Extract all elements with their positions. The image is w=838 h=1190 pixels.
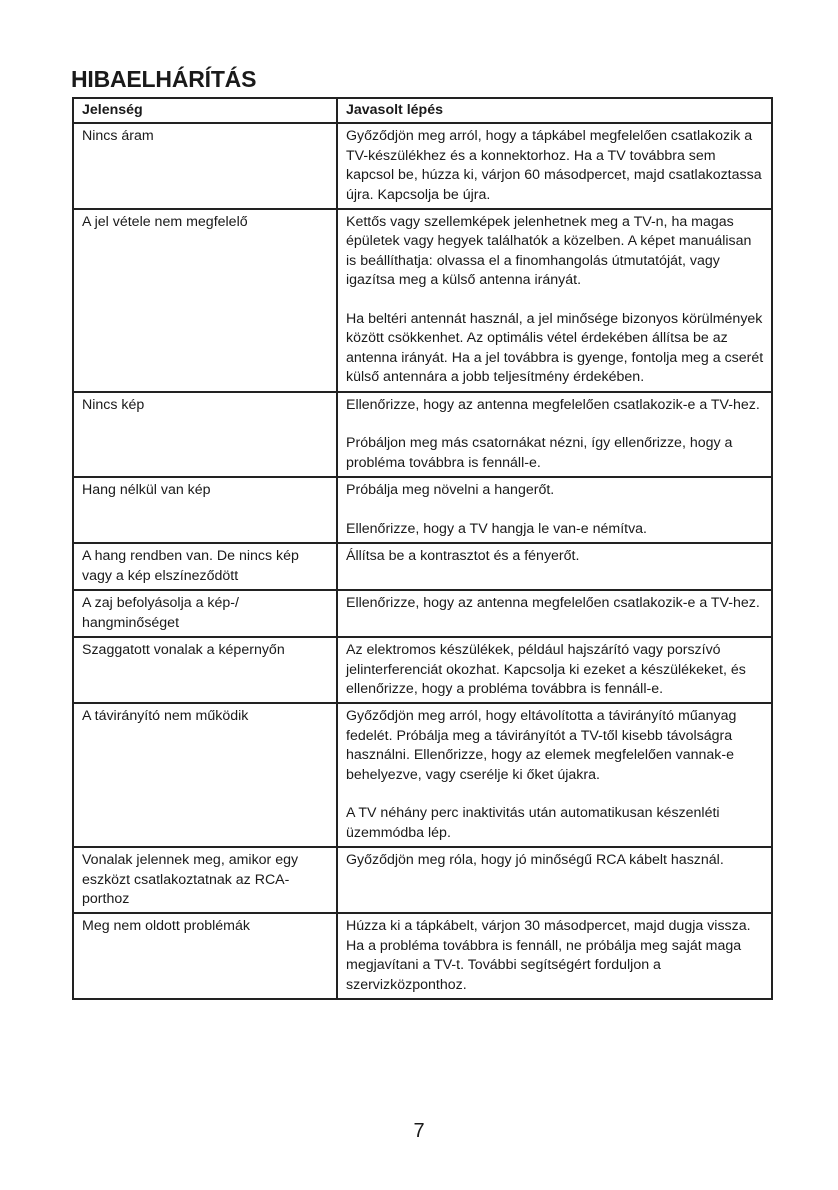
table-row xyxy=(73,913,772,999)
symptom-cell: A zaj befolyásolja a kép-/ hangminőséget xyxy=(73,590,337,637)
page-number: 7 xyxy=(413,1120,425,1142)
solution-paragraph: Próbáljon meg más csatornákat nézni, így ellenőrizze, hogy a probléma továbbra is fennáll-e. xyxy=(346,435,733,471)
table-row xyxy=(73,703,772,847)
symptom-cell: A jel vétele nem megfelelő xyxy=(73,209,337,392)
table-row xyxy=(73,123,772,209)
solution-paragraph: Ellenőrizze, hogy az antenna megfelelően csatlakozik-e a TV-hez. xyxy=(346,396,760,413)
solution-cell xyxy=(337,703,772,847)
troubleshooting-table xyxy=(72,97,773,1000)
symptom-cell: Meg nem oldott problémák xyxy=(73,913,337,999)
header-solution: Javasolt lépés xyxy=(337,98,772,123)
table-row xyxy=(73,543,772,590)
table-row xyxy=(73,209,772,392)
solution-paragraph: Az elektromos készülékek, például hajszárító vagy porszívó jelinterferenciát okozhat. Kapcsolja ki ezeket a készülékeket, és ellenőrizze, hogy a probléma továbbra is fennáll-e. xyxy=(346,642,746,697)
solution-paragraph: A TV néhány perc inaktivitás után automatikusan készenléti üzemmódba lép. xyxy=(346,805,720,841)
table-row xyxy=(73,637,772,703)
table-header-row xyxy=(73,98,772,123)
table-row xyxy=(73,847,772,913)
solution-cell xyxy=(337,477,772,543)
symptom-cell: Szaggatott vonalak a képernyőn xyxy=(73,637,337,703)
page-title: HIBAELHÁRÍTÁS xyxy=(71,66,257,92)
solution-paragraph: Húzza ki a tápkábelt, várjon 30 másodpercet, majd dugja vissza. Ha a probléma továbbra is fennáll, ne próbálja meg saját maga megjavítani a TV-t. További segítségért forduljon a szervizközponthoz. xyxy=(346,918,751,993)
solution-cell xyxy=(337,392,772,478)
solution-cell xyxy=(337,847,772,913)
solution-cell xyxy=(337,123,772,209)
symptom-cell: A távirányító nem működik xyxy=(73,703,337,847)
symptom-cell: A hang rendben van. De nincs kép vagy a kép elszíneződött xyxy=(73,543,337,590)
solution-cell xyxy=(337,637,772,703)
solution-paragraph: Kettős vagy szellemképek jelenhetnek meg a TV-n, ha magas épületek vagy hegyek találhatók a közelben. A képet manuálisan is beállíthatja: olvassa el a finomhangolás útmutatóját, vagy igazítsa meg a külső antenna irányát. xyxy=(346,214,752,289)
solution-paragraph: Ellenőrizze, hogy az antenna megfelelően csatlakozik-e a TV-hez. xyxy=(346,595,760,612)
table-row xyxy=(73,392,772,478)
header-symptom: Jelenség xyxy=(73,98,337,123)
table-row xyxy=(73,590,772,637)
solution-cell xyxy=(337,590,772,637)
solution-paragraph: Ellenőrizze, hogy a TV hangja le van-e némítva. xyxy=(346,521,647,538)
symptom-cell: Nincs áram xyxy=(73,123,337,209)
solution-cell xyxy=(337,913,772,999)
solution-paragraph: Ha beltéri antennát használ, a jel minősége bizonyos körülmények között csökkenhet. Az optimális vétel érdekében állítsa be az antenna irányát. Ha a jel továbbra is gyenge, fontolja meg a cserét külső antennára a jobb teljesítmény érdekében. xyxy=(346,311,764,386)
solution-cell xyxy=(337,209,772,392)
solution-cell xyxy=(337,543,772,590)
solution-paragraph: Állítsa be a kontrasztot és a fényerőt. xyxy=(346,548,580,565)
symptom-cell: Vonalak jelennek meg, amikor egy eszközt csatlakoztatnak az RCA-porthoz xyxy=(73,847,337,913)
symptom-cell: Nincs kép xyxy=(73,392,337,478)
solution-paragraph: Próbálja meg növelni a hangerőt. xyxy=(346,482,555,499)
solution-paragraph: Győződjön meg arról, hogy eltávolította a távirányító műanyag fedelét. Próbálja meg a távirányítót a TV-től kisebb távolságra használni. Ellenőrizze, hogy az elemek megfelelően vannak-e behelyezve, vagy cserélje ki őket újakra. xyxy=(346,708,737,783)
solution-paragraph: Győződjön meg róla, hogy jó minőségű RCA kábelt használ. xyxy=(346,852,724,869)
symptom-cell: Hang nélkül van kép xyxy=(73,477,337,543)
table-row xyxy=(73,477,772,543)
solution-paragraph: Győződjön meg arról, hogy a tápkábel megfelelően csatlakozik a TV-készülékhez és a konnektorhoz. Ha a TV továbbra sem kapcsol be, húzza ki, várjon 60 másodpercet, majd csatlakoztassa újra. Kapcsolja be újra. xyxy=(346,128,762,203)
